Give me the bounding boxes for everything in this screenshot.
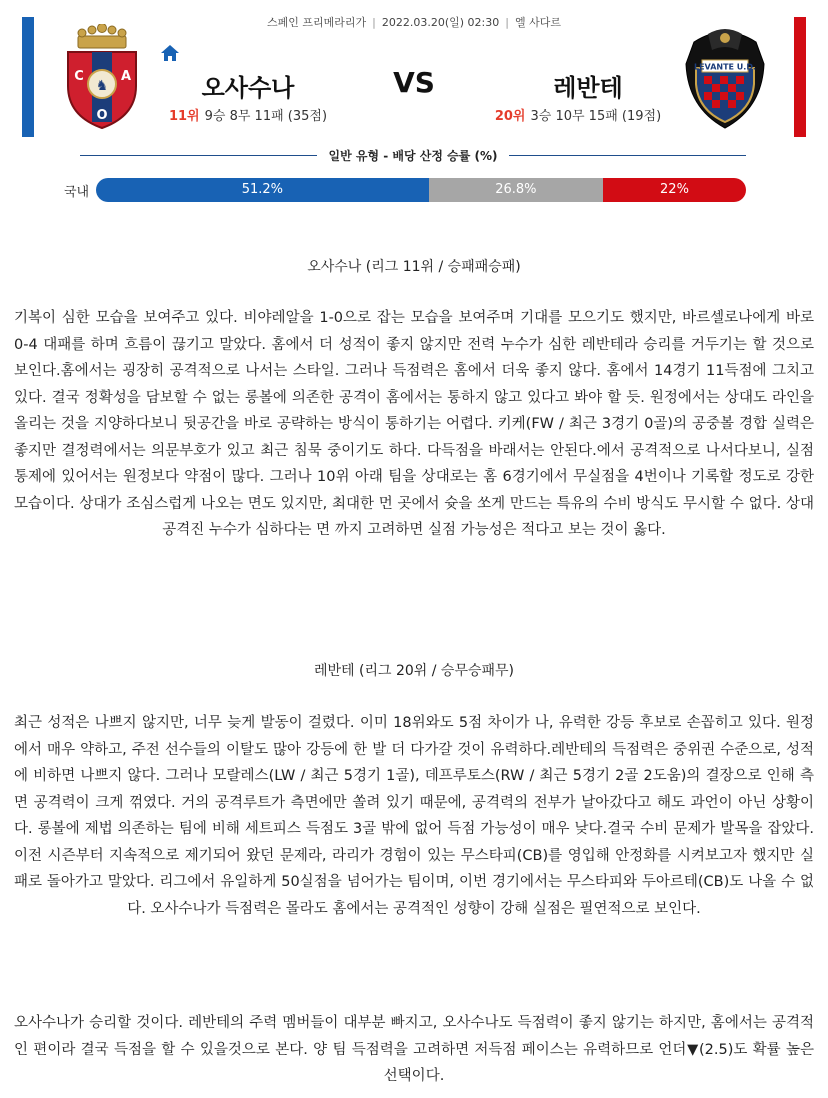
- match-datetime: 2022.03.20(일) 02:30: [381, 16, 500, 29]
- odds-section-title: 일반 유형 - 배당 산정 승률 (%): [328, 148, 498, 163]
- odds-bar: [96, 178, 746, 202]
- home-analysis-text: 기복이 심한 모습을 보여주고 있다. 비야레알을 1-0으로 잡는 모습을 보여주며 기대를 모으기도 했지만, 바르셀로나에게 바로 0-4 대패를 하며 흐름이 끊기고 말았다. 홈에서 더 성적이 좋지 않지만 전력 누수가 심한 레반테라 승리를 거두기는 할 것으로 보인다.홈에서는 굉장히 공격적으로 나서는 스타일. 그러나 득점력은 홈에서 더욱 좋지 않다. 홈에서 14경기 11득점에 그치고 있다. 결국 정확성을 담보할 수 없는 롱볼에 의존한 공격이 홈에서는 통하지 않고 있다고 봐야 할 듯. 원정에서는 상대도 라인을 올리는 것을 지양하다보니 뒷공간을 바로 공략하는 방식이 통하기는 어렵다. 키케(FW / 최근 3경기 0골)의 공중볼 경합 실력은 좋지만 결정력에서는 의문부호가 있고 최근 침묵 중이기도 하다. 다득점을 바래서는 안된다.에서 공격적으로 나서다보니, 실점 통제에 있어서는 원정보다 약점이 많다. 그러나 10위 아래 팀을 상대로는 홈 6경기에서 무실점을 4번이나 기록할 정도로 강한 모습이다. 상대가 조심스럽게 나오는 면도 있지만, 최대한 먼 곳에서 슛을 쏘게 만드는 특유의 수비 방식도 무시할 수 없다. 상대 공격진 누수가 심하다는 면 까지 고려하면 실점 가능성은 적다고 보는 것이 옳다.: [14, 310, 814, 538]
- home-venue-icon: [160, 44, 180, 62]
- home-team-stats: 9승 8무 11패 (35점): [204, 109, 328, 124]
- away-analysis-title: 레반테 (리그 20위 / 승무승패무): [313, 663, 515, 679]
- away-color-bar: [794, 17, 806, 137]
- home-team-record: [138, 105, 358, 124]
- odds-row-label: 국내: [64, 185, 90, 200]
- away-team-stats: 3승 10무 15패 (19점): [530, 109, 662, 124]
- away-team-rank: 20위: [494, 109, 526, 124]
- home-analysis-title: 오사수나 (리그 11위 / 승패패승패): [307, 259, 521, 275]
- svg-text:C: C: [74, 69, 84, 84]
- odds-away-segment: 22%: [603, 178, 746, 202]
- away-team-record: [468, 105, 688, 124]
- odds-home-segment: 51.2%: [96, 178, 429, 202]
- odds-section-header: [80, 146, 746, 164]
- svg-text:LEVANTE U.D.: LEVANTE U.D.: [693, 62, 757, 72]
- home-color-bar: [22, 17, 34, 137]
- svg-text:O: O: [96, 108, 108, 123]
- svg-text:A: A: [120, 69, 132, 84]
- prediction-text: 오사수나가 승리할 것이다. 레반테의 주력 멤버들이 대부분 빠지고, 오사수나도 득점력이 좋지 않기는 하지만, 홈에서는 공격적인 편이라 결국 득점을 할 수 있을것으로 본다. 양 팀 득점력을 고려하면 저득점 페이스는 유력하므로 언더▼(2.5)도 확률 높은 선택이다.: [14, 1015, 814, 1084]
- svg-text:♞: ♞: [95, 78, 109, 94]
- odds-row: [0, 178, 828, 202]
- odds-draw-segment: 26.8%: [429, 178, 603, 202]
- away-analysis-text: 최근 성적은 나쁘지 않지만, 너무 늦게 발동이 걸렸다. 이미 18위와도 5점 차이가 나, 유력한 강등 후보로 손꼽히고 있다. 원정에서 매우 약하고, 주전 선수들의 이탈도 많아 강등에 한 발 더 다가갈 것이 유력하다.레반테의 득점력은 중위권 수준으로, 성적에 비하면 나쁘지 않다. 그러나 모랄레스(LW / 최근 5경기 1골), 데프루토스(RW / 최근 5경기 2골 2도움)의 결장으로 인해 측면 공격력이 크게 꺾였다. 거의 공격루트가 측면에만 쏠려 있기 때문에, 공격력의 전부가 날아갔다고 해도 과언이 아닌 상황이다. 롱볼에 제법 의존하는 팀에 비해 세트피스 득점도 3골 밖에 없어 득점 가능성이 매우 낮다.결국 수비 문제가 발목을 잡았다. 이전 시즌부터 지속적으로 제기되어 왔던 문제라, 라리가 경험이 있는 무스타피(CB)를 영입해 안정화를 시켜보고자 했지만 실패로 돌아가고 말았다. 리그에서 유일하게 50실점을 넘어가는 팀이며, 이번 경기에서는 무스타피와 두아르테(CB)도 나올 수 없다. 오사수나가 득점력은 몰라도 홈에서는 공격적인 성향이 강해 실점은 필연적으로 보인다.: [14, 715, 814, 917]
- venue-name: 엘 사다르: [514, 16, 561, 29]
- vs-label: VS: [393, 66, 435, 99]
- league-name: 스페인 프리메라리가: [267, 16, 367, 29]
- home-team-crest: [62, 24, 142, 130]
- match-info: 스페인 프리메라리가 | 2022.03.20(일) 02:30 | 엘 사다르: [267, 16, 561, 29]
- away-team-crest: [680, 24, 770, 130]
- home-team-rank: 11위: [168, 109, 200, 124]
- away-team-name: 레반테: [553, 74, 623, 102]
- home-team-name: 오사수나: [201, 74, 295, 102]
